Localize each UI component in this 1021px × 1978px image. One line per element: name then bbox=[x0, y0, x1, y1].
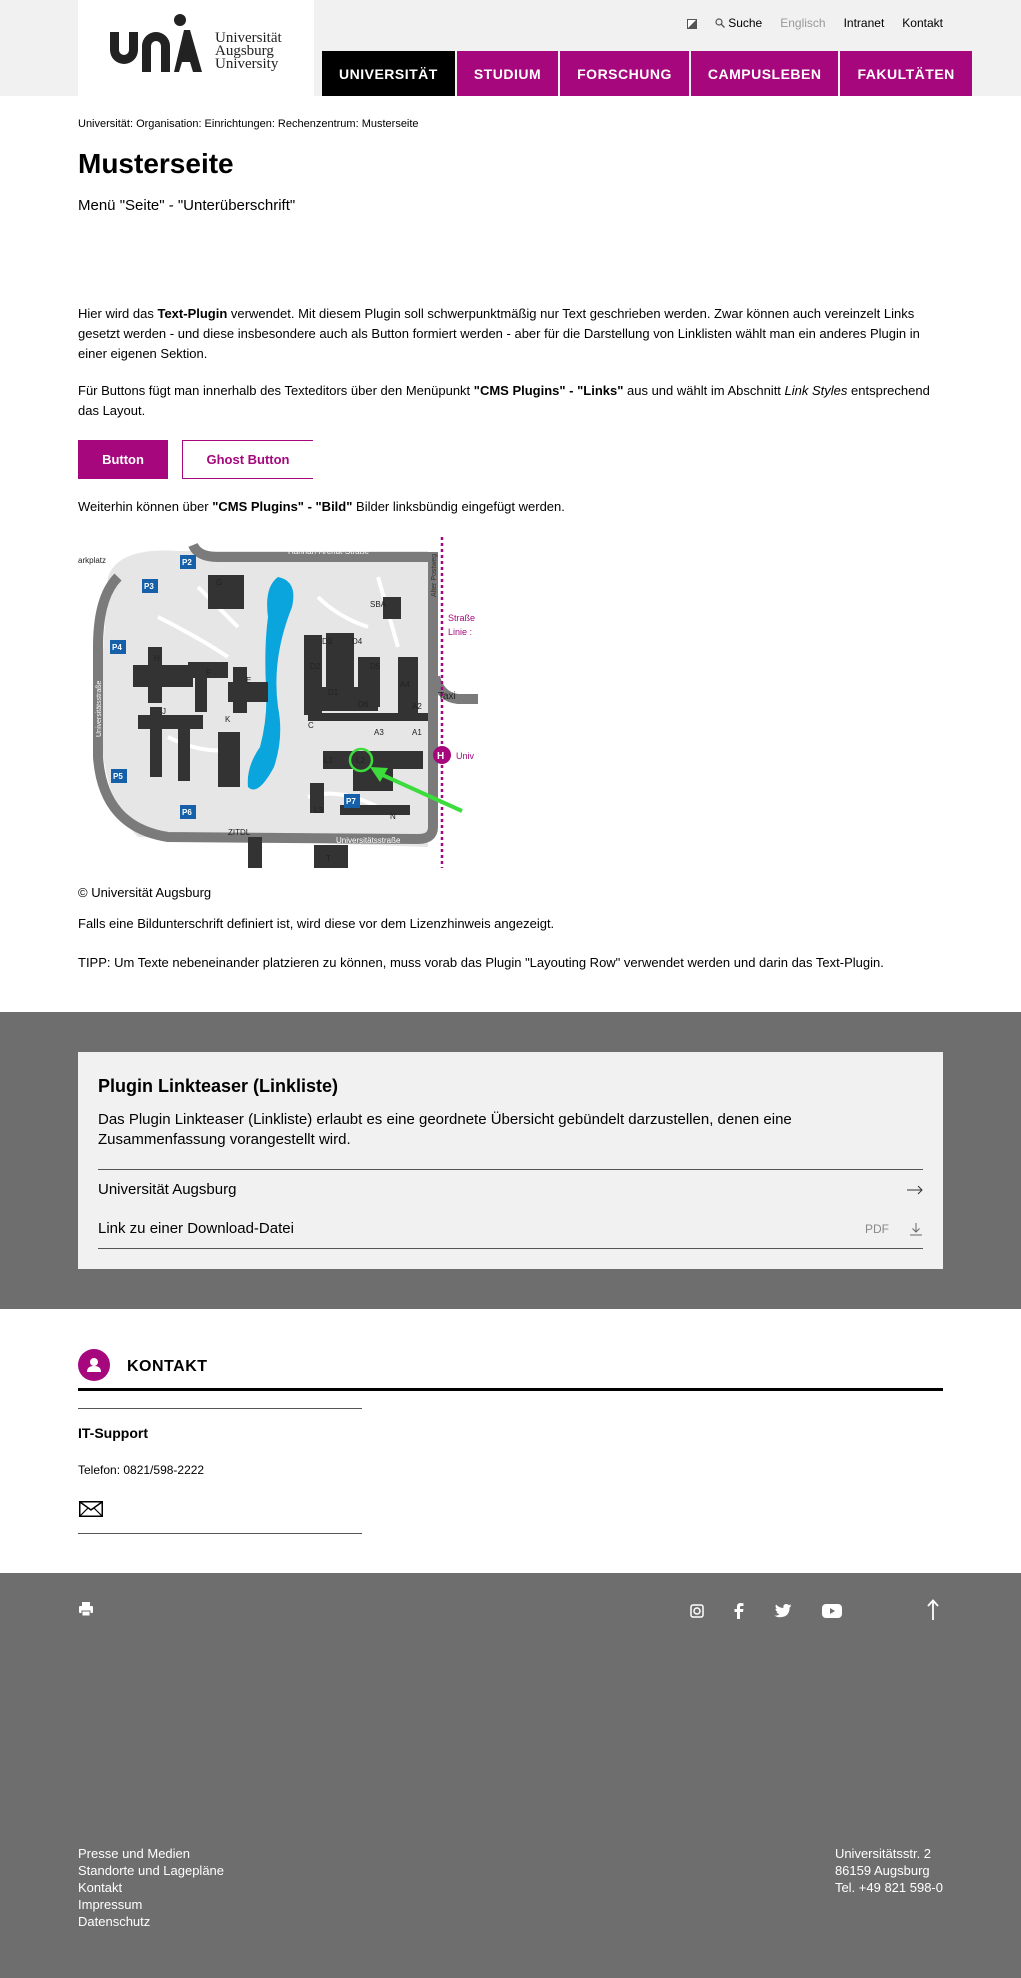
text: aus und wählt im Abschnitt bbox=[623, 383, 785, 398]
instagram-icon[interactable] bbox=[690, 1604, 704, 1623]
download-icon bbox=[909, 1222, 923, 1236]
map-label: D5 bbox=[370, 662, 381, 671]
footer-link-impressum[interactable]: Impressum bbox=[78, 1897, 143, 1912]
map-label: A4 bbox=[400, 680, 410, 689]
map-label: L1 bbox=[324, 756, 333, 765]
contact-header bbox=[78, 1349, 943, 1391]
footer-link-presse[interactable]: Presse und Medien bbox=[78, 1846, 191, 1861]
map-label: P3 bbox=[144, 582, 154, 591]
map-label: Taxi bbox=[438, 691, 456, 702]
map-label: P6 bbox=[182, 808, 192, 817]
map-label: J bbox=[162, 707, 166, 716]
tab-studium[interactable]: STUDIUM bbox=[457, 51, 558, 96]
contrast-icon[interactable] bbox=[687, 18, 697, 28]
map-label: G bbox=[216, 578, 223, 587]
youtube-icon[interactable] bbox=[822, 1604, 842, 1623]
main-navigation bbox=[322, 51, 974, 96]
map-label: P2 bbox=[182, 558, 192, 567]
address-phone: Tel. +49 821 598-0 bbox=[834, 1880, 943, 1895]
linkteaser-item-meta bbox=[865, 1222, 923, 1236]
map-label: F bbox=[206, 668, 211, 677]
map-label: L3 bbox=[314, 806, 323, 815]
linkteaser-title: Plugin Linkteaser (Linkliste) bbox=[98, 1076, 339, 1096]
map-label: A2 bbox=[412, 702, 422, 711]
page-title: Musterseite bbox=[78, 148, 234, 179]
map-label: ZITDL bbox=[228, 828, 251, 837]
map-label: Straße bbox=[448, 613, 476, 623]
map-label: SBA bbox=[370, 600, 387, 609]
image-copyright: © Universität Augsburg bbox=[78, 885, 212, 900]
text-bold: "CMS Plugins" - "Links" bbox=[473, 383, 624, 398]
map-label: P7 bbox=[346, 797, 356, 806]
linkteaser-item-meta bbox=[907, 1185, 923, 1195]
intro-paragraph bbox=[78, 304, 943, 364]
tip-paragraph: TIPP: Um Texte nebeneinander platzieren zu können, muss vorab das Plugin "Layouting Row" verwendet werden und darin das Text-Plugin. bbox=[78, 955, 884, 970]
contact-title: KONTAKT bbox=[127, 1358, 208, 1375]
map-label: K bbox=[225, 715, 231, 724]
footer-address bbox=[835, 1845, 943, 1896]
map-label: N bbox=[390, 812, 396, 821]
map-label: arkplatz bbox=[78, 556, 107, 565]
text: verwendet. Mit diesem Plugin soll schwerpunktmäßig nur Text geschrieben werden. Zwar können auch vereinzelt Links gesetzt werden - und diese insbesondere auch als Button formiert werden - aber für die Darstellung von Linklisten wählt man ein anderes Plugin in einer eigenen Sektion. bbox=[78, 306, 920, 361]
text: entsprechend das Layout. bbox=[78, 383, 930, 418]
intranet-link[interactable]: Intranet bbox=[843, 16, 885, 30]
facebook-icon[interactable] bbox=[734, 1603, 744, 1624]
print-icon[interactable] bbox=[78, 1601, 94, 1617]
text-italic: Link Styles bbox=[784, 383, 848, 398]
contact-link[interactable]: Kontakt bbox=[902, 16, 943, 30]
tab-fakultaeten[interactable]: FAKULTÄTEN bbox=[840, 51, 971, 96]
logo-line-3: University bbox=[215, 56, 279, 72]
map-label: Universitätsstraße bbox=[96, 680, 103, 737]
logo-line-2: Augsburg bbox=[215, 43, 274, 59]
map-label: A1 bbox=[412, 728, 422, 737]
twitter-icon[interactable] bbox=[774, 1604, 792, 1623]
footer-links bbox=[78, 1845, 224, 1930]
map-label: Linie : bbox=[448, 627, 473, 637]
campus-map-image bbox=[78, 537, 478, 868]
primary-button[interactable]: Button bbox=[78, 440, 168, 479]
map-label: Universitätsstraße bbox=[336, 836, 401, 845]
top-navigation bbox=[669, 16, 943, 30]
linkteaser-item-label: Universität Augsburg bbox=[98, 1181, 237, 1198]
ghost-button[interactable]: Ghost Button bbox=[182, 440, 313, 479]
arrow-right-icon bbox=[907, 1185, 923, 1195]
linkteaser-box bbox=[78, 1052, 943, 1269]
footer-link-datenschutz[interactable]: Datenschutz bbox=[78, 1914, 151, 1929]
scroll-to-top-icon[interactable] bbox=[927, 1599, 939, 1621]
linkteaser-item-label: Link zu einer Download-Datei bbox=[98, 1220, 294, 1237]
map-label: D2 bbox=[310, 662, 321, 671]
tab-universitaet[interactable]: UNIVERSITÄT bbox=[322, 51, 455, 96]
linkteaser-list bbox=[98, 1169, 923, 1249]
footer-link-standorte[interactable]: Standorte und Lagepläne bbox=[78, 1863, 225, 1878]
map-label: H bbox=[437, 751, 445, 762]
tab-forschung[interactable]: FORSCHUNG bbox=[560, 51, 689, 96]
map-label: H bbox=[154, 654, 160, 663]
text-bold: "CMS Plugins" - "Bild" bbox=[212, 499, 353, 514]
contact-card-title: IT-Support bbox=[78, 1425, 148, 1441]
map-label: D3 bbox=[322, 637, 333, 646]
map-label: D6 bbox=[358, 700, 369, 709]
image-paragraph bbox=[78, 499, 565, 514]
linkteaser-section bbox=[0, 1012, 1021, 1309]
linkteaser-item[interactable] bbox=[98, 1170, 923, 1209]
map-label: A3 bbox=[374, 728, 384, 737]
map-label: D1 bbox=[328, 688, 339, 697]
language-link[interactable]: Englisch bbox=[780, 16, 826, 30]
text-bold: Text-Plugin bbox=[157, 306, 228, 321]
map-label: C bbox=[308, 721, 314, 730]
site-footer bbox=[0, 1573, 1021, 1978]
footer-link-kontakt[interactable]: Kontakt bbox=[78, 1880, 123, 1895]
address-city: 86159 Augsburg bbox=[834, 1863, 930, 1878]
buttons-paragraph bbox=[78, 381, 943, 421]
logo-text bbox=[215, 32, 282, 71]
caption-paragraph: Falls eine Bildunterschrift definiert ist, wird diese vor dem Lizenzhinweis angezeigt. bbox=[78, 916, 555, 931]
social-links bbox=[690, 1603, 872, 1624]
map-label: Univ bbox=[456, 751, 475, 761]
contact-phone: Telefon: 0821/598-2222 bbox=[78, 1463, 205, 1477]
map-label: Hannah-Arendt-Straße bbox=[288, 547, 369, 556]
breadcrumb[interactable]: Universität: Organisation: Einrichtungen: Rechenzentrum: Musterseite bbox=[78, 118, 419, 130]
map-label: Alter Postweg bbox=[431, 553, 438, 597]
site-header bbox=[0, 0, 1021, 96]
map-label: E bbox=[246, 676, 252, 685]
person-icon bbox=[78, 1349, 110, 1381]
logo-line-1: Universität bbox=[215, 30, 282, 46]
search-label: Suche bbox=[728, 16, 763, 30]
text: Für Buttons fügt man innerhalb des Texteditors über den Menüpunkt bbox=[78, 383, 474, 398]
mail-icon[interactable] bbox=[79, 1501, 103, 1517]
university-logo[interactable] bbox=[78, 0, 314, 96]
logo-mark-icon bbox=[108, 14, 208, 76]
tab-campusleben[interactable]: CAMPUSLEBEN bbox=[691, 51, 839, 96]
map-label: T bbox=[326, 854, 331, 863]
text: Bilder linksbündig eingefügt werden. bbox=[352, 499, 565, 514]
page-subtitle: Menü "Seite" - "Unterüberschrift" bbox=[78, 197, 296, 214]
map-label: P4 bbox=[112, 643, 122, 652]
map-label: L2 bbox=[356, 756, 365, 765]
search-icon bbox=[715, 18, 725, 28]
contact-card bbox=[78, 1408, 362, 1534]
linkteaser-item[interactable] bbox=[98, 1209, 923, 1248]
text: Hier wird das bbox=[78, 306, 158, 321]
search-link[interactable] bbox=[715, 16, 762, 30]
address-street: Universitätsstr. 2 bbox=[834, 1846, 932, 1861]
campus-map bbox=[78, 537, 478, 868]
map-label: P5 bbox=[113, 772, 123, 781]
text: Weiterhin können über bbox=[78, 499, 213, 514]
linkteaser-description: Das Plugin Linkteaser (Linkliste) erlaubt es eine geordnete Übersicht gebündelt darzustellen, denen eine Zusammenfassung vorangestellt wird. bbox=[98, 1111, 792, 1148]
map-label: D4 bbox=[352, 637, 363, 646]
file-type-badge: PDF bbox=[865, 1221, 889, 1236]
